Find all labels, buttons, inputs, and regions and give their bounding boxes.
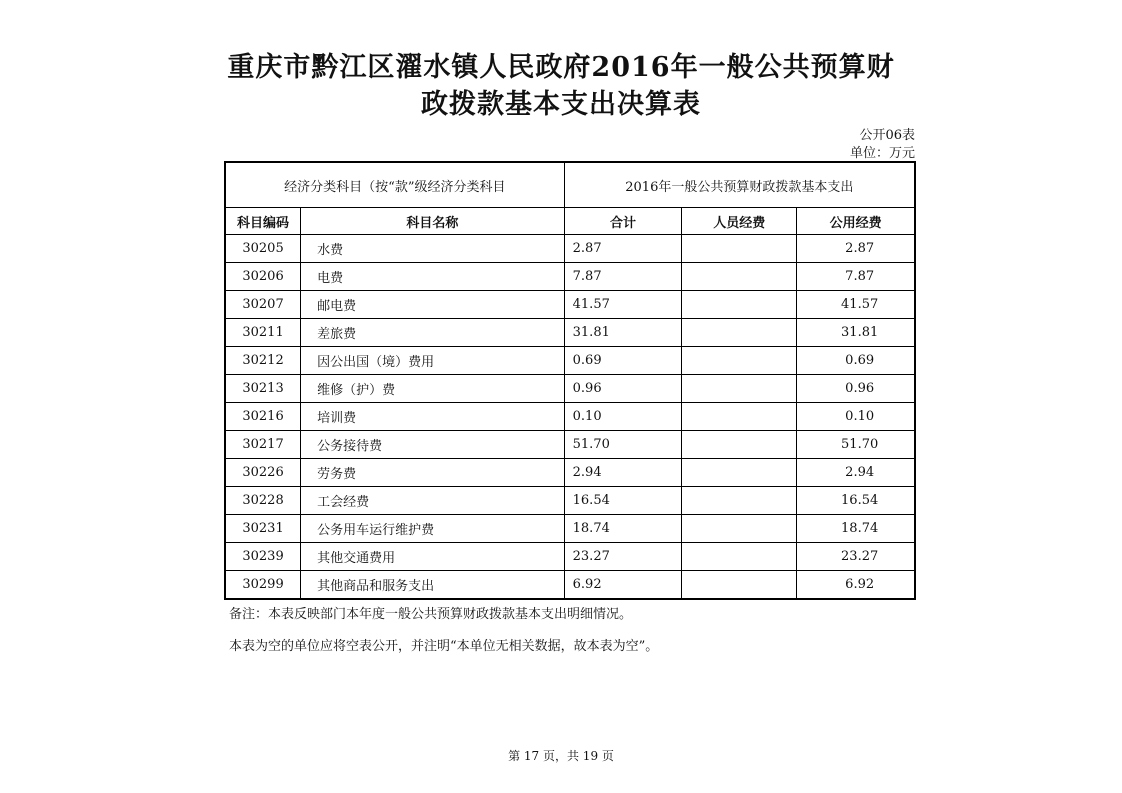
cell-name: 培训费 xyxy=(301,403,565,431)
cell-name: 因公出国（境）费用 xyxy=(301,347,565,375)
cell-code: 30205 xyxy=(225,235,301,263)
cell-public: 0.96 xyxy=(797,375,915,403)
cell-total: 7.87 xyxy=(564,263,682,291)
cell-personnel xyxy=(682,263,797,291)
table-row xyxy=(225,319,915,347)
header-code: 科目编码 xyxy=(225,208,301,235)
cell-public: 0.69 xyxy=(797,347,915,375)
cell-total: 18.74 xyxy=(564,515,682,543)
table-row xyxy=(225,347,915,375)
cell-public: 0.10 xyxy=(797,403,915,431)
cell-public: 6.92 xyxy=(797,571,915,600)
cell-personnel xyxy=(682,543,797,571)
cell-name: 其他交通费用 xyxy=(301,543,565,571)
cell-personnel xyxy=(682,319,797,347)
column-header-row xyxy=(225,208,915,235)
table-row xyxy=(225,459,915,487)
cell-personnel xyxy=(682,515,797,543)
table-row xyxy=(225,543,915,571)
cell-name: 公务用车运行维护费 xyxy=(301,515,565,543)
cell-code: 30206 xyxy=(225,263,301,291)
cell-code: 30212 xyxy=(225,347,301,375)
header-public: 公用经费 xyxy=(797,208,915,235)
unit-label: 单位：万元 xyxy=(849,146,915,161)
cell-total: 41.57 xyxy=(564,291,682,319)
table-row xyxy=(225,263,915,291)
cell-name: 劳务费 xyxy=(301,459,565,487)
expenditure-table xyxy=(224,161,916,600)
table-row xyxy=(225,431,915,459)
header-personnel: 人员经费 xyxy=(682,208,797,235)
table-row xyxy=(225,403,915,431)
cell-personnel xyxy=(682,403,797,431)
cell-personnel xyxy=(682,459,797,487)
header-name: 科目名称 xyxy=(301,208,565,235)
group-header-expenditure: 2016年一般公共预算财政拨款基本支出 xyxy=(564,162,915,208)
cell-public: 23.27 xyxy=(797,543,915,571)
table-row xyxy=(225,571,915,600)
cell-name: 工会经费 xyxy=(301,487,565,515)
cell-public: 2.87 xyxy=(797,235,915,263)
cell-personnel xyxy=(682,571,797,600)
cell-total: 0.96 xyxy=(564,375,682,403)
cell-personnel xyxy=(682,347,797,375)
cell-public: 18.74 xyxy=(797,515,915,543)
cell-name: 公务接待费 xyxy=(301,431,565,459)
cell-total: 6.92 xyxy=(564,571,682,600)
cell-code: 30207 xyxy=(225,291,301,319)
cell-name: 维修（护）费 xyxy=(301,375,565,403)
report-title-line-2: 政拨款基本支出决算表 xyxy=(421,89,701,120)
group-header-classification: 经济分类科目（按“款”级经济分类科目 xyxy=(225,162,564,208)
cell-total: 51.70 xyxy=(564,431,682,459)
table-row xyxy=(225,235,915,263)
cell-code: 30239 xyxy=(225,543,301,571)
table-row xyxy=(225,487,915,515)
cell-personnel xyxy=(682,487,797,515)
cell-code: 30216 xyxy=(225,403,301,431)
cell-code: 30231 xyxy=(225,515,301,543)
cell-name: 水费 xyxy=(301,235,565,263)
cell-name: 邮电费 xyxy=(301,291,565,319)
cell-personnel xyxy=(682,235,797,263)
cell-total: 23.27 xyxy=(564,543,682,571)
cell-name: 电费 xyxy=(301,263,565,291)
group-header-row xyxy=(225,162,915,208)
page-number: 第 17 页，共 19 页 xyxy=(508,749,614,763)
cell-public: 31.81 xyxy=(797,319,915,347)
table-code: 公开06表 xyxy=(859,128,915,143)
cell-public: 7.87 xyxy=(797,263,915,291)
cell-name: 差旅费 xyxy=(301,319,565,347)
cell-public: 51.70 xyxy=(797,431,915,459)
note-empty-table: 本表为空的单位应将空表公开，并注明“本单位无相关数据，故本表为空”。 xyxy=(229,639,659,654)
cell-personnel xyxy=(682,375,797,403)
table-row xyxy=(225,375,915,403)
cell-code: 30211 xyxy=(225,319,301,347)
cell-total: 0.10 xyxy=(564,403,682,431)
report-title-line-1: 重庆市黔江区濯水镇人民政府2016年一般公共预算财 xyxy=(227,52,895,83)
cell-total: 16.54 xyxy=(564,487,682,515)
cell-personnel xyxy=(682,291,797,319)
cell-public: 41.57 xyxy=(797,291,915,319)
cell-code: 30299 xyxy=(225,571,301,600)
cell-total: 0.69 xyxy=(564,347,682,375)
note-remark: 备注：本表反映部门本年度一般公共预算财政拨款基本支出明细情况。 xyxy=(229,607,633,622)
cell-code: 30217 xyxy=(225,431,301,459)
cell-code: 30228 xyxy=(225,487,301,515)
table-row xyxy=(225,515,915,543)
cell-total: 31.81 xyxy=(564,319,682,347)
cell-public: 2.94 xyxy=(797,459,915,487)
cell-total: 2.94 xyxy=(564,459,682,487)
cell-code: 30213 xyxy=(225,375,301,403)
cell-public: 16.54 xyxy=(797,487,915,515)
cell-code: 30226 xyxy=(225,459,301,487)
cell-total: 2.87 xyxy=(564,235,682,263)
table-row xyxy=(225,291,915,319)
header-total: 合计 xyxy=(564,208,682,235)
cell-personnel xyxy=(682,431,797,459)
cell-name: 其他商品和服务支出 xyxy=(301,571,565,600)
